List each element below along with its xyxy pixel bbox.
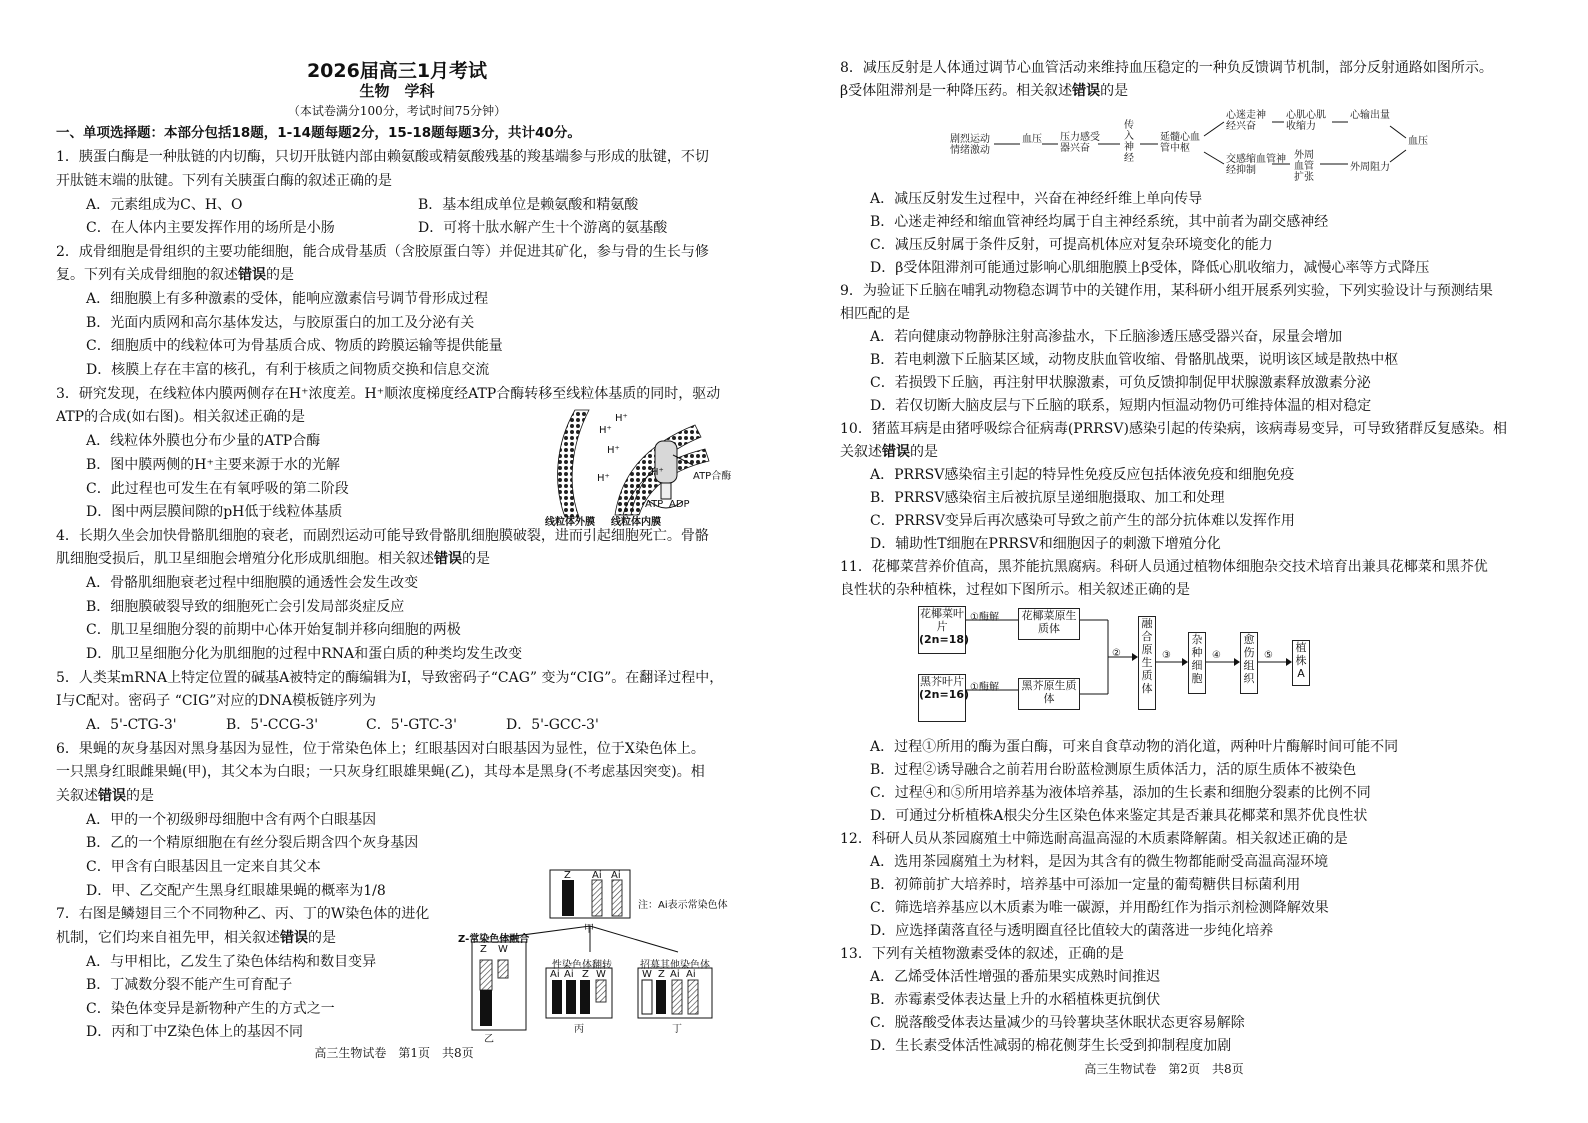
q11-option-b: B．过程②诱导融合之前若用台盼蓝检测原生质体活力，活的原生质体不被染色 xyxy=(870,762,1357,778)
page-2 xyxy=(794,0,1588,1123)
step-1-label: ①酶解 xyxy=(970,612,999,623)
step-4-label: ④ xyxy=(1212,650,1221,661)
q2-option-a: A．细胞膜上有多种激素的受体，能响应激素信号调节骨形成过程 xyxy=(86,291,489,307)
chromosome-evolution-figure xyxy=(458,866,758,1044)
q1-option-d: D．可将十肽水解产生十个游离的氨基酸 xyxy=(418,220,668,236)
q6-stem-2: 一只黑身红眼雌果蝇(甲)，其父本为白眼；一只灰身红眼雄果蝇(乙)，其母本是黑身(不考虑基因突变)。相 xyxy=(56,764,705,780)
step-1-label: ①酶解 xyxy=(970,682,999,693)
q10-option-c: C．PRRSV变异后再次感染可导致之前产生的部分抗体难以发挥作用 xyxy=(870,513,1295,529)
diagram-node: 心肌心肌收缩力 xyxy=(1286,110,1326,132)
diagram-node: 血压 xyxy=(1022,134,1042,145)
q9-option-c: C．若损毁下丘脑，再注射甲状腺激素，可负反馈抑制促甲状腺激素释放激素分泌 xyxy=(870,375,1371,391)
diagram-node: 压力感受器兴奋 xyxy=(1060,132,1100,154)
q4-stem-1: 4．长期久坐会加快骨骼肌细胞的衰老，而剧烈运动可能导致骨骼肌细胞膜破裂，进而引起细胞死亡。骨骼 xyxy=(56,528,709,544)
q5-option-b: B．5'-CCG-3' xyxy=(226,717,319,733)
species-ding-label: 丁 xyxy=(672,1024,682,1035)
q6-option-d: D．甲、乙交配产生黑身红眼雄果蝇的概率为1/8 xyxy=(86,883,386,899)
diagram-node: 剧烈运动情绪激动 xyxy=(950,134,990,156)
q1-option-c: C．在人体内主要发挥作用的场所是小肠 xyxy=(86,220,335,236)
section-heading: 一、单项选择题：本部分包括18题，1-14题每题2分，15-18题每题3分，共计40分。 xyxy=(56,125,581,141)
z-label: Z xyxy=(582,969,589,980)
q3-option-d: D．图中两层膜间隙的pH低于线粒体基质 xyxy=(86,504,343,520)
q6-stem-3: 关叙述错误的是 xyxy=(56,788,154,804)
q2-option-d: D．核膜上存在丰富的核孔，有利于核质之间物质交换和信息交流 xyxy=(86,362,490,378)
q11-option-d: D．可通过分析植株A根尖分生区染色体来鉴定其是否兼具花椰菜和黑芥优良性状 xyxy=(870,808,1368,824)
q10-option-a: A．PRRSV感染宿主引起的特异性免疫反应包括体液免疫和细胞免疫 xyxy=(870,467,1295,483)
ai-label: Ai xyxy=(564,969,574,980)
q11-option-a: A．过程①所用的酶为蛋白酶，可来自食草动物的消化道，两种叶片酶解时间可能不同 xyxy=(870,739,1399,755)
diagram-node: 交感缩血管神经抑制 xyxy=(1226,154,1286,176)
step-3-label: ③ xyxy=(1162,650,1171,661)
q13-option-d: D．生长素受体活性减弱的棉花侧芽生长受到抑制程度加剧 xyxy=(870,1038,1232,1054)
w-label: W xyxy=(642,969,652,980)
q1-option-b: B．基本组成单位是赖氨酸和精氨酸 xyxy=(418,197,639,213)
q13-stem: 13．下列有关植物激素受体的叙述，正确的是 xyxy=(840,946,1124,962)
q9-option-d: D．若仅切断大脑皮层与下丘脑的联系，短期内恒温动物仍可维持体温的相对稳定 xyxy=(870,398,1372,414)
z-label: Z xyxy=(658,969,665,980)
diagram-node: 血压 xyxy=(1408,136,1428,147)
diagram-node: 外周血管扩张 xyxy=(1294,150,1314,183)
q7-option-c: C．染色体变异是新物种产生的方式之一 xyxy=(86,1001,335,1017)
q12-stem: 12．科研人员从茶园腐殖土中筛选耐高温高湿的木质素降解菌。相关叙述正确的是 xyxy=(840,831,1348,847)
q4-option-a: A．骨骼肌细胞衰老过程中细胞膜的通透性会发生改变 xyxy=(86,575,419,591)
ai-label: Ai xyxy=(611,870,621,881)
h-ion-label: H⁺ xyxy=(651,467,664,478)
hybrid-cell-box: 杂种细胞 xyxy=(1188,632,1206,694)
w-label: W xyxy=(498,944,508,955)
z-label: Z xyxy=(480,944,487,955)
atp-label: ATP xyxy=(645,499,664,510)
q5-stem-1: 5．人类某mRNA上特定位置的碱基A被特定的酶编辑为I，导致密码子“CAG” 变为“CIG”。在翻译过程中， xyxy=(56,670,724,686)
mustard-protoplast-box: 黑芥原生质体 xyxy=(1018,678,1080,710)
q7-stem-1: 7．右图是鳞翅目三个不同物种乙、丙、丁的W染色体的进化 xyxy=(56,906,430,922)
callus-box: 愈伤组织 xyxy=(1240,632,1258,694)
ai-label: Ai xyxy=(550,969,560,980)
q9-option-b: B．若电刺激下丘脑某区域，动物皮肤血管收缩、骨骼肌战栗，说明该区域是散热中枢 xyxy=(870,352,1399,368)
diagram-node: 延髓心血管中枢 xyxy=(1160,132,1200,154)
q8-option-c: C．减压反射属于条件反射，可提高机体应对复杂环境变化的能力 xyxy=(870,237,1273,253)
exam-title: 2026届高三1月考试 xyxy=(306,60,488,82)
q9-stem-1: 9．为验证下丘脑在哺乳动物稳态调节中的关键作用，某科研小组开展系列实验，下列实验设计与预测结果 xyxy=(840,283,1493,299)
q3-option-a: A．线粒体外膜也分布少量的ATP合酶 xyxy=(86,433,321,449)
q9-stem-2: 相匹配的是 xyxy=(840,306,910,322)
q12-option-a: A．选用茶园腐殖土为材料，是因为其含有的微生物都能耐受高温高湿环境 xyxy=(870,854,1329,870)
q5-option-a: A．5'-CTG-3' xyxy=(86,717,177,733)
q6-option-c: C．甲含有白眼基因且一定来自其父本 xyxy=(86,859,321,875)
footer-page-2: 高三生物试卷 第2页 共8页 xyxy=(1084,1062,1244,1076)
cauliflower-protoplast-box: 花椰菜原生质体 xyxy=(1018,608,1080,640)
h-ion-label: H⁺ xyxy=(599,425,612,436)
h-ion-label: H⁺ xyxy=(615,413,628,424)
q5-stem-2: I与C配对。密码子 “CIG”对应的DNA模板链序列为 xyxy=(56,693,377,709)
atp-synthase-label: ATP合酶 xyxy=(693,471,732,482)
exam-note: （本试卷满分100分，考试时间75分钟） xyxy=(287,104,507,118)
diagram-node: 传入神经 xyxy=(1124,120,1134,164)
q10-stem-2: 关叙述错误的是 xyxy=(840,444,938,460)
plant-a-box: 植株A xyxy=(1292,640,1310,686)
q1-stem-1: 1．胰蛋白酶是一种肽链的内切酶，只切开肽链内部由赖氨酸或精氨酸残基的羧基端参与形成的肽键，不切 xyxy=(56,149,709,165)
q7-option-b: B．丁减数分裂不能产生可育配子 xyxy=(86,977,293,993)
mitochondria-figure xyxy=(545,405,735,527)
q10-option-b: B．PRRSV感染宿主后被抗原呈递细胞摄取、加工和处理 xyxy=(870,490,1225,506)
q3-stem-2: ATP的合成(如右图)。相关叙述正确的是 xyxy=(56,409,306,425)
q2-stem-1: 2．成骨细胞是骨组织的主要功能细胞，能合成骨基质（含胶原蛋白等）并促进其矿化，参与骨的生长与修 xyxy=(56,244,709,260)
exam-subject: 生物 学科 xyxy=(359,82,435,100)
q6-stem-1: 6．果蝇的灰身基因对黑身基因为显性，位于常染色体上；红眼基因对白眼基因为显性，位于X染色体上。 xyxy=(56,741,705,757)
q13-option-c: C．脱落酸受体表达量减少的马铃薯块茎休眠状态更容易解除 xyxy=(870,1015,1245,1031)
q7-stem-2: 机制，它们均来自祖先甲，相关叙述错误的是 xyxy=(56,930,336,946)
q3-option-b: B．图中膜两侧的H⁺主要来源于水的光解 xyxy=(86,457,340,473)
q12-option-d: D．应选择菌落直径与透明圈直径比值较大的菌落进一步纯化培养 xyxy=(870,923,1274,939)
step-2-label: ② xyxy=(1112,648,1121,659)
q5-option-d: D．5'-GCC-3' xyxy=(506,717,599,733)
q8-option-a: A．减压反射发生过程中，兴奋在神经纤维上单向传导 xyxy=(870,191,1203,207)
q10-stem-1: 10．猪蓝耳病是由猪呼吸综合征病毒(PRRSV)感染引起的传染病，该病毒易变异，可导致猪群反复感染。相 xyxy=(840,421,1507,437)
q2-option-b: B．光面内质网和高尔基体发达，与胶原蛋白的加工及分泌有关 xyxy=(86,315,475,331)
q11-option-c: C．过程④和⑤所用培养基为液体培养基，添加的生长素和细胞分裂素的比例不同 xyxy=(870,785,1371,801)
recruit-label: 招募其他染色体 xyxy=(640,960,710,971)
ai-label: Ai xyxy=(670,969,680,980)
q12-option-c: C．筛选培养基应以木质素为唯一碳源，并用酚红作为指示剂检测降解效果 xyxy=(870,900,1329,916)
species-bing-label: 丙 xyxy=(574,1024,584,1035)
q6-option-b: B．乙的一个精原细胞在有丝分裂后期含四个灰身基因 xyxy=(86,835,419,851)
cauliflower-leaf-box: 花椰菜叶片 (2n=18) xyxy=(918,606,966,654)
footer-page-1: 高三生物试卷 第1页 共8页 xyxy=(314,1046,474,1060)
q3-stem-1: 3．研究发现，在线粒体内膜两侧存在H⁺浓度差。H⁺顺浓度梯度经ATP合酶转移至线粒体基质的同时，驱动 xyxy=(56,386,721,402)
q8-stem-1: 8．减压反射是人体通过调节心血管活动来维持血压稳定的一种负反馈调节机制，部分反射通路如图所示。 xyxy=(840,60,1493,76)
q7-option-d: D．丙和丁中Z染色体上的基因不同 xyxy=(86,1024,303,1040)
q5-option-c: C．5'-GTC-3' xyxy=(366,717,457,733)
w-label: W xyxy=(596,969,606,980)
cell-fusion-flowchart xyxy=(918,604,1318,728)
species-yi-label: 乙 xyxy=(484,1034,494,1045)
fusion-label: Z-常染色体融合 xyxy=(458,934,530,945)
q4-stem-2: 肌细胞受损后，肌卫星细胞会增殖分化形成肌细胞。相关叙述错误的是 xyxy=(56,551,490,567)
q9-option-a: A．若向健康动物静脉注射高渗盐水，下丘脑渗透压感受器兴奋，尿量会增加 xyxy=(870,329,1343,345)
q11-stem-1: 11．花椰菜营养价值高，黑芥能抗黑腐病。科研人员通过植物体细胞杂交技术培育出兼具花椰菜和黑芥优 xyxy=(840,559,1488,575)
q8-stem-2: β受体阻滞剂是一种降压药。相关叙述错误的是 xyxy=(840,83,1129,99)
q11-stem-2: 良性状的杂种植株，过程如下图所示。相关叙述正确的是 xyxy=(840,582,1190,598)
adp-label: ADP xyxy=(669,499,690,510)
h-ion-label: H⁺ xyxy=(597,473,610,484)
ai-label: Ai xyxy=(592,870,602,881)
q4-option-b: B．细胞膜破裂导致的细胞死亡会引发局部炎症反应 xyxy=(86,599,405,615)
q10-option-d: D．辅助性T细胞在PRRSV和细胞因子的刺激下增殖分化 xyxy=(870,536,1221,552)
q13-option-b: B．赤霉素受体表达量上升的水稻植株更抗倒伏 xyxy=(870,992,1161,1008)
diagram-node: 心迷走神经兴奋 xyxy=(1226,110,1266,132)
h-ion-label: H⁺ xyxy=(607,445,620,456)
step-5-label: ⑤ xyxy=(1264,650,1273,661)
inversion-label: 性染色体翻转 xyxy=(552,960,612,971)
q4-option-c: C．肌卫星细胞分裂的前期中心体开始复制并移向细胞的两极 xyxy=(86,622,461,638)
q12-option-b: B．初筛前扩大培养时，培养基中可添加一定量的葡萄糖供目标菌利用 xyxy=(870,877,1301,893)
z-label: Z xyxy=(564,870,571,881)
fused-protoplast-box: 融合原生质体 xyxy=(1138,616,1156,710)
q13-option-a: A．乙烯受体活性增强的番茄果实成熟时间推迟 xyxy=(870,969,1161,985)
black-mustard-leaf-box: 黑芥叶片 (2n=16) xyxy=(918,674,966,722)
q7-option-a: A．与甲相比，乙发生了染色体结构和数目变异 xyxy=(86,954,377,970)
q6-option-a: A．甲的一个初级卵母细胞中含有两个白眼基因 xyxy=(86,812,377,828)
figure-note: 注：Ai表示常染色体 xyxy=(638,900,728,911)
diagram-node: 心输出量 xyxy=(1350,110,1390,121)
q8-option-b: B．心迷走神经和缩血管神经均属于自主神经系统，其中前者为副交感神经 xyxy=(870,214,1329,230)
q1-option-a: A．元素组成为C、H、O xyxy=(86,197,243,213)
q1-stem-2: 开肽链末端的肽键。下列有关胰蛋白酶的叙述正确的是 xyxy=(56,173,392,189)
baroreflex-diagram xyxy=(950,106,1430,182)
ai-label: Ai xyxy=(686,969,696,980)
q4-option-d: D．肌卫星细胞分化为肌细胞的过程中RNA和蛋白质的种类均发生改变 xyxy=(86,646,523,662)
inner-membrane-label: 线粒体内膜 xyxy=(611,517,661,528)
q2-option-c: C．细胞质中的线粒体可为骨基质合成、物质的跨膜运输等提供能量 xyxy=(86,338,503,354)
q2-stem-2: 复。下列有关成骨细胞的叙述错误的是 xyxy=(56,267,294,283)
diagram-node: 外周阻力 xyxy=(1350,162,1390,173)
outer-membrane-label: 线粒体外膜 xyxy=(545,517,595,528)
ancestor-jia-label: 甲 xyxy=(584,924,594,935)
q8-option-d: D．β受体阻滞剂可能通过影响心肌细胞膜上β受体，降低心肌收缩力，减慢心率等方式降压 xyxy=(870,260,1430,276)
q3-option-c: C．此过程也可发生在有氧呼吸的第二阶段 xyxy=(86,481,349,497)
